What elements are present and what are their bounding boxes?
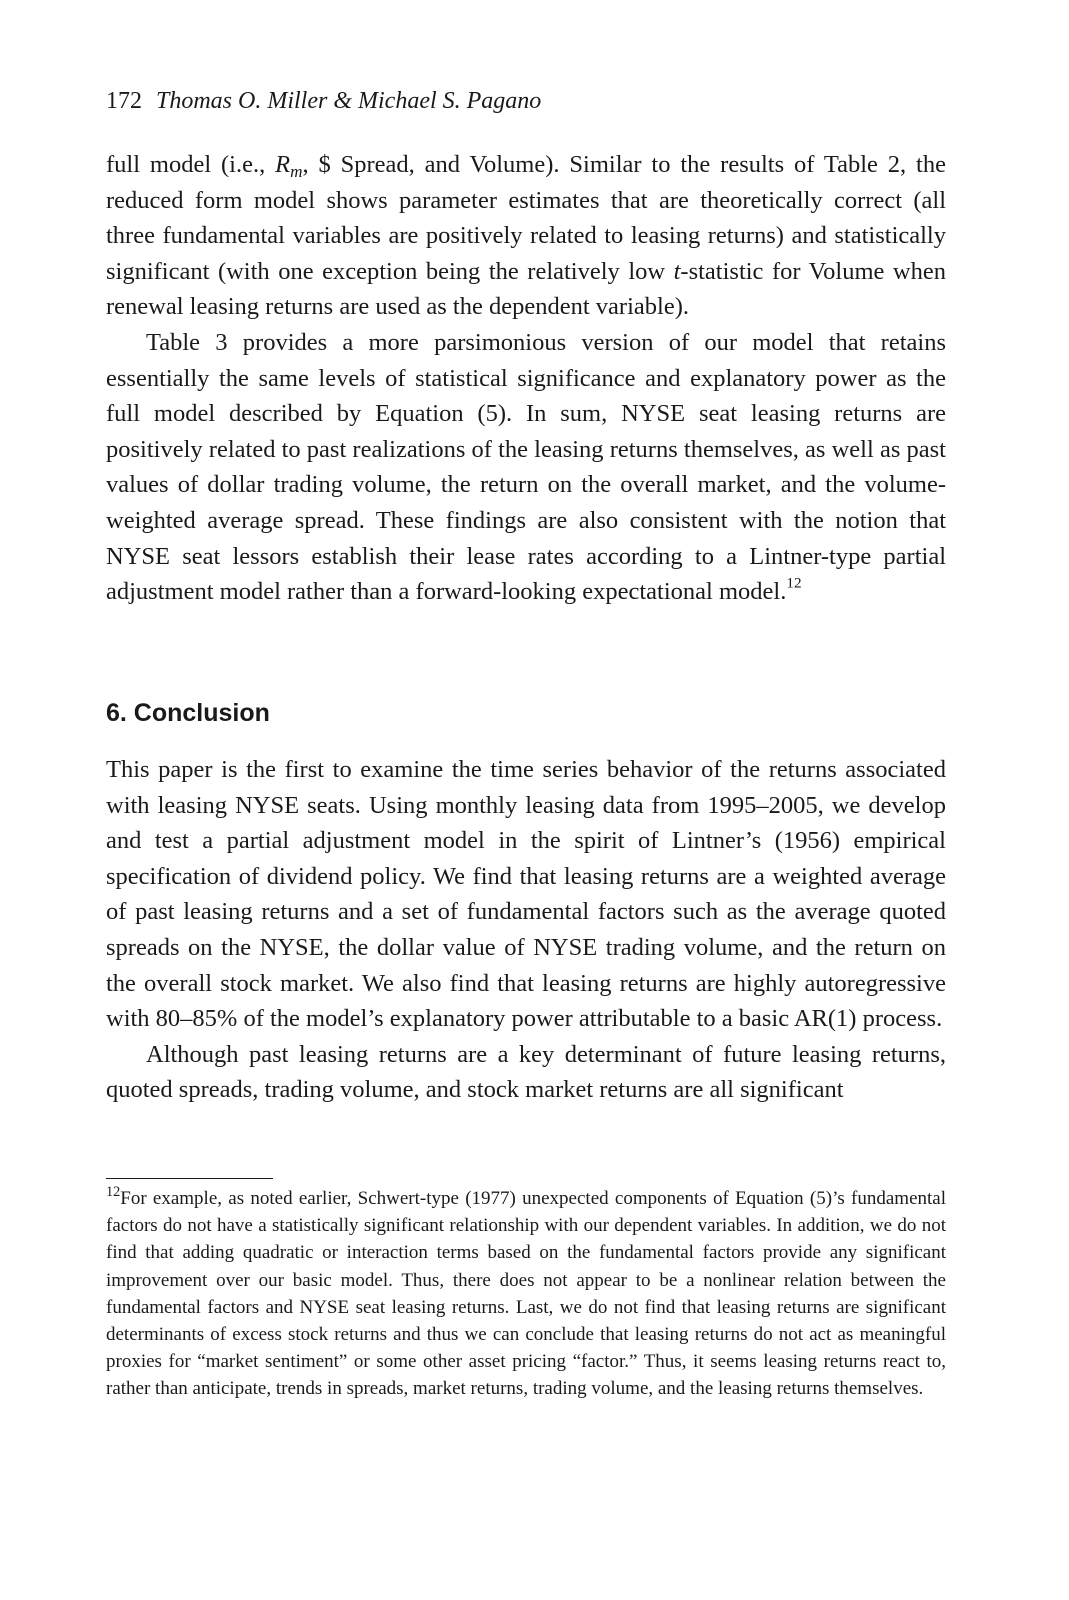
footnote (106, 1185, 946, 1403)
footnote-divider (106, 1178, 273, 1179)
paragraph-table3 (106, 325, 946, 610)
paragraph-text: , $ Spread, and Volume). Similar to the results of Table 2, the reduced form model shows parameter estimates that are theoretically correct (all three fundamental variables are positively related to leasing returns) and statistically significant (with one exception being the relatively low (106, 151, 946, 285)
page-number: 172 (106, 88, 142, 114)
paragraph-text: -statistic for Volume when renewal leasing returns are used as the dependent variable). (106, 257, 946, 321)
running-head-authors: Thomas O. Miller & Michael S. Pagano (156, 88, 542, 114)
paragraph-continued (106, 147, 946, 325)
continued-text-block (106, 147, 946, 610)
conclusion-text-block (106, 752, 946, 1108)
math-variable-t: t (673, 257, 681, 285)
section-heading: 6. Conclusion (106, 699, 270, 727)
math-subscript: m (290, 162, 303, 182)
footnote-reference: 12 (786, 574, 802, 592)
footnote-number: 12 (106, 1184, 121, 1201)
math-variable-rm (275, 151, 303, 182)
paragraph-text: full model (i.e., (106, 151, 276, 178)
running-head (106, 86, 541, 116)
paragraph-conclusion-1: This paper is the first to examine the time series behavior of the returns associated with leasing NYSE seats. Using monthly leasing data from 1995–2005, we develop and test a partial adjustment model in the spirit of Lintner’s (1956) empirical specification of dividend policy. We find that leasing returns are a weighted average of past leasing returns and a set of fundamental factors such as the average quoted spreads on the NYSE, the dollar value of NYSE trading volume, and the return on the overall stock market. We also find that leasing returns are highly autoregressive with 80–85% of the model’s explanatory power attributable to a basic AR(1) process. (106, 756, 946, 1033)
paragraph-text: Table 3 provides a more parsimonious version of our model that retains essentially the same levels of statistical significance and explanatory power as the full model described by Equation (5). In sum, NYSE seat leasing returns are positively related to past realizations of the leasing returns themselves, as well as past values of dollar trading volume, the return on the overall market, and the volume-weighted average spread. These findings are also consistent with the notion that NYSE seat lessors establish their lease rates according to a Lintner-type partial adjustment model rather than a forward-looking expectational model. (106, 328, 946, 606)
footnote-text: For example, as noted earlier, Schwert-type (1977) unexpected components of Equation (5)’s fundamental factors do not have a statistically significant relationship with our dependent variables. In addition, we do not find that adding quadratic or interaction terms based on the fundamental factors provide any significant improvement over our basic model. Thus, there does not appear to be a nonlinear relation between the fundamental factors and NYSE seat leasing returns. Last, we do not find that leasing returns are significant determinants of excess stock returns and thus we can conclude that leasing returns do not act as meaningful proxies for “market sentiment” or some other asset pricing “factor.” Thus, it seems leasing returns react to, rather than anticipate, trends in spreads, market returns, trading volume, and the leasing returns themselves. (106, 1188, 946, 1400)
math-symbol: R (275, 151, 291, 178)
paragraph-conclusion-2: Although past leasing returns are a key determinant of future leasing returns, quoted spreads, trading volume, and stock market returns are all significant (106, 1040, 946, 1104)
